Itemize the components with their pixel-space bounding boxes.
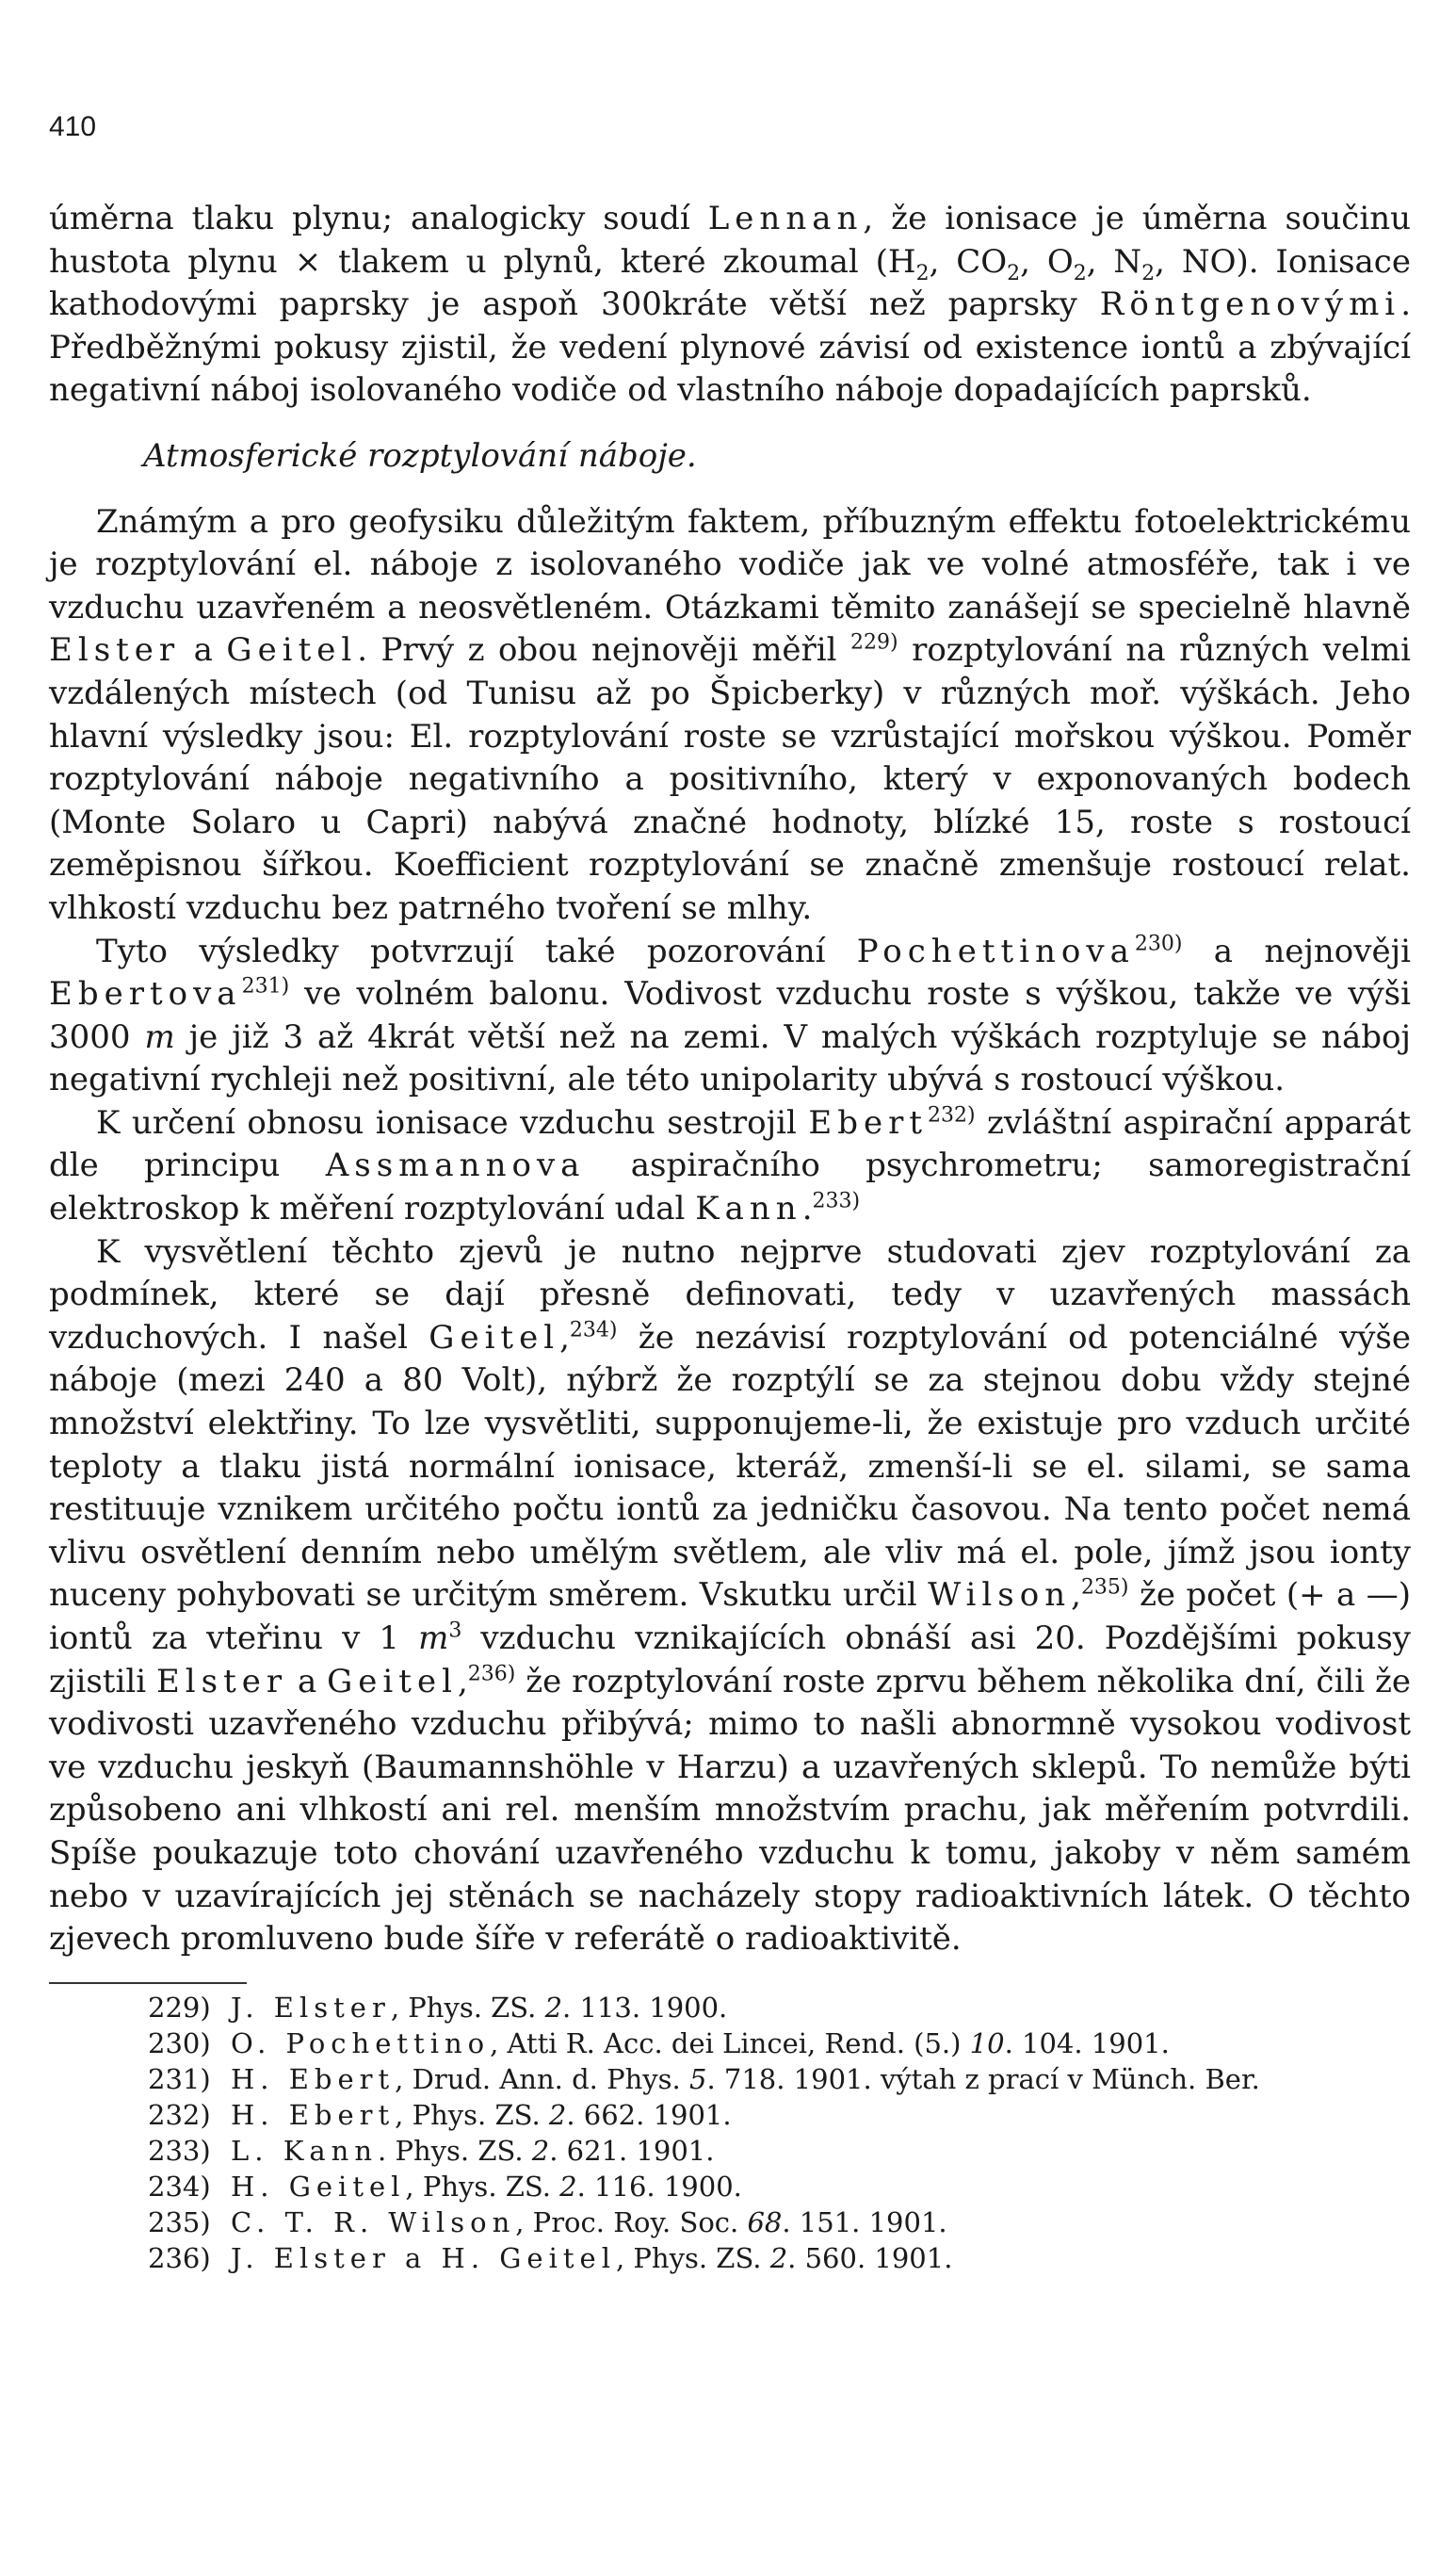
author-name: Kann [695,1190,802,1228]
times-symbol: × [294,242,322,281]
footnote: 234) H. Geitel, Phys. ZS. 2. 116. 1900. [148,2170,742,2203]
footnote: 232) H. Ebert, Phys. ZS. 2. 662. 1901. [148,2098,732,2131]
author-name: Assmannova [325,1147,586,1185]
author-name: Geitel [327,1662,458,1700]
footnote: 235) C. T. R. Wilson, Proc. Roy. Soc. 68. 151. 1901. [148,2205,947,2238]
body-text [49,198,1411,2276]
footnote-ref: 234) [569,1318,618,1342]
footnote: 230) O. Pochettino, Atti R. Acc. dei Lincei, Rend. (5.) 10. 104. 1901. [148,2026,1170,2059]
paragraph-dissipation: Známým a pro geofysiku důležitým faktem, příbuzným effektu fotoelektrickému je rozptylování el. náboje z isolovaného vodiče jak ve volné atmosféře, tak i ve vzduchu uzavřeném a neosvětleném. Otázkami těmito zanášejí se specielně hlavně Elster a Geitel. Prvý z obou nejnověji měřil $^{229)}$ rozptylování na různých velmi vzdálených místech (od Tunisu až po Špicberky) v různých moř. výškách. Jeho hlavní výsledky jsou: El. rozptylování roste se vzrůstající mořskou výškou. Poměr rozptylování náboje negativního a positivního, který v exponovaných bodech (Monte Solaro u Capri) nabývá značné hodnoty, blízké 15, roste s rostoucí zeměpisnou šířkou. Koefficient rozptylování se značně zmenšuje rostoucí relat. vlhkostí vzduchu bez patrného tvoření se mlhy. [49,502,1411,927]
paragraph-apparatus: K určení obnosu ionisace vzduchu sestrojil Ebert$^{232)}$ zvláštní aspirační apparát dle principu Assmannova aspiračního psychrometru; samoregistrační elektroskop k měření rozptylování udal Kann.$^{233)}$ [49,1103,1411,1228]
author-name: Pochettinova [856,932,1135,970]
footnote-divider [49,1982,247,1984]
footnote: 231) H. Ebert, Drud. Ann. d. Phys. 5. 718. 1901. výtah z prací v Münch. Ber. [148,2062,1260,2095]
footnote-ref: 232) [928,1103,976,1128]
section-heading: Atmosferické rozptylování náboje. [143,436,697,475]
footnote-ref: 233) [812,1189,861,1213]
footnote: 236) J. Elster a H. Geitel, Phys. ZS. 2. 560. 1901. [148,2241,953,2274]
footnote: 233) L. Kann. Phys. ZS. 2. 621. 1901. [148,2134,715,2167]
paragraph-explanation: K vysvětlení těchto zjevů je nutno nejprve studovati zjev rozptylování za podmínek, které se dají přesně definovati, tedy v uzavřených massách vzduchových. I našel Geitel,$^{234)}$ že nezávisí rozptylování od potenciálné výše náboje (mezi 240 a 80 Volt), nýbrž že rozptýlí se za stejnou dobu vždy stejné množství elektřiny. To lze vysvětliti, supponujeme-li, že existuje pro vzduch určité teploty a tlaku jistá normální ionisace, kteráž, zmenší-li se el. silami, se sama restituuje vznikem určitého počtu iontů za jedničku časovou. Na tento počet nemá vlivu osvětlení denním nebo umělým světlem, ale vliv má el. pole, jímž jsou ionty nuceny pohybovati se určitým směrem. Vskutku určil Wilson,$^{235)}$ že počet (+ a —) iontů za vteřinu v 1 $m^3$ vzduchu vznikajících obnáší asi 20. Pozdějšími pokusy zjistili Elster a Geitel,$^{236)}$ že rozptylování roste zprvu během několika dní, čili že vodivosti uzavřeného vzduchu přibývá; mimo to našli abnormně vysokou vodivost ve vzduchu jeskyň (Baumannshöhle v Harzu) a uzavřených sklepů. To nemůže býti způsobeno ani vlhkostí ani rel. menším množstvím prachu, jak měřením potvrdili. Spíše poukazuje toto chování uzavřeného vzduchu k tomu, jakoby v něm samém nebo v uzavírajících jej stěnách se nacházely stopy radioaktivních látek. O těchto zjevech promluveno bude šíře v referátě o radioaktivitě. [49,1232,1412,1959]
paragraph-ionisation: úměrna tlaku plynu; analogicky soudí Lennan, že ionisace je úměrna součinu hustota plynu × tlakem u plynů, které zkoumal ($H_2$, $CO_2$, $O_2$, $N_2$, NO). Ionisace kathodovými paprsky je aspoň 300kráte větší než paprsky Röntgenovými. Předběžnými pokusy zjistil, že vedení plynové závisí od existence iontů a zbývající negativní náboj isolovaného vodiče od vlastního náboje dopadajících paprsků. [49,200,1411,410]
author-name: Ebertova [49,975,242,1014]
author-name: Elster [49,631,181,670]
footnote-ref: 230) [1134,932,1183,956]
author-name: Wilson [928,1576,1072,1615]
author-name: Röntgenovými [1099,285,1401,324]
footnote-ref: 236) [467,1662,516,1686]
footnote-ref: 229) [850,631,898,656]
author-name: Elster [155,1662,288,1700]
footnote: 229) J. Elster, Phys. ZS. 2. 113. 1900. [148,1991,728,2024]
page-number: 410 [49,111,97,142]
author-name: Geitel [429,1318,560,1357]
unit: m [418,1619,449,1657]
author-name: Geitel [226,631,358,670]
author-name: Ebert [808,1103,928,1142]
paragraph-results: Tyto výsledky potvrzují také pozorování Pochettinova$^{230)}$ a nejnověji Ebertova$^{231)}$ ve volném balonu. Vodivost vzduchu roste s výškou, takže ve výši 3000 m je již 3 až 4krát větší než na zemi. V malých výškách rozptyluje se náboj negativní rychleji než positivní, ale této unipolarity ubývá s rostoucí výškou. [49,932,1411,1099]
unit: m [144,1017,175,1056]
author-name: Lennan [707,200,864,237]
footnotes [49,1990,1411,2276]
footnote-ref: 235) [1080,1576,1129,1601]
footnote-ref: 231) [241,974,290,999]
